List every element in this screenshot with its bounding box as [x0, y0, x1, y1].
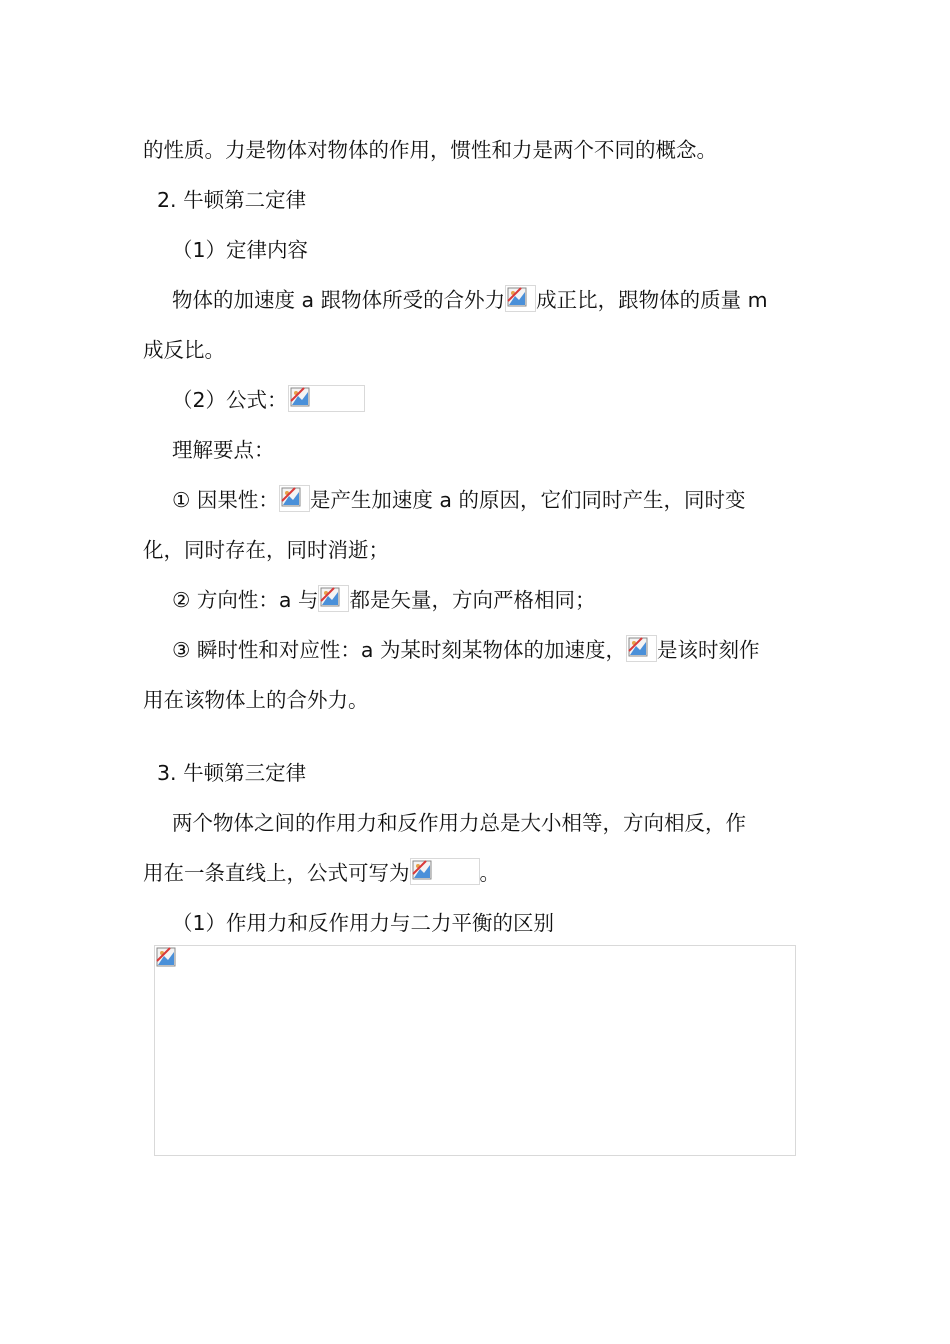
broken-image-icon	[279, 485, 310, 512]
text-segment: 化，同时存在，同时消逝；	[143, 538, 389, 562]
text-segment: 成正比，跟物体的质量 m	[536, 288, 768, 312]
text-segment: 是该时刻作	[656, 638, 760, 662]
text-segment: ③ 瞬时性和对应性：a 为某时刻某物体的加速度，	[172, 638, 626, 662]
subheading	[172, 385, 842, 415]
text-segment: 都是矢量，方向严格相同；	[349, 588, 596, 612]
broken-image-icon	[156, 947, 176, 967]
text-line	[143, 335, 813, 365]
text-segment: 两个物体之间的作用力和反作用力总是大小相等，方向相反，作	[172, 811, 746, 835]
text-segment: 用在该物体上的合外力。	[143, 688, 369, 712]
broken-image-icon	[410, 858, 480, 885]
text-line	[172, 285, 842, 315]
text-segment: 物体的加速度 a 跟物体所受的合外力	[172, 288, 506, 312]
subheading	[172, 235, 842, 265]
text-line	[143, 535, 813, 565]
text-segment: 理解要点：	[172, 438, 275, 462]
comparison-table-image	[154, 945, 796, 1156]
text-segment: （2）公式：	[172, 388, 288, 412]
text-segment: 成反比。	[143, 338, 225, 362]
broken-image-icon	[626, 635, 657, 662]
text-segment: 的性质。力是物体对物体的作用，惯性和力是两个不同的概念。	[143, 138, 717, 162]
list-item	[172, 635, 842, 665]
section-heading-2	[157, 185, 827, 215]
subheading	[172, 908, 842, 938]
text-segment: 用在一条直线上，公式可写为	[143, 861, 410, 885]
text-segment: 2. 牛顿第二定律	[157, 188, 307, 212]
text-line	[143, 858, 813, 888]
text-line	[172, 435, 842, 465]
list-item	[172, 585, 842, 615]
section-heading-3	[157, 758, 827, 788]
list-item	[172, 485, 842, 515]
broken-image-icon	[288, 385, 365, 412]
text-segment: ② 方向性：a 与	[172, 588, 319, 612]
text-segment: 3. 牛顿第三定律	[157, 761, 307, 785]
text-line	[143, 135, 813, 165]
text-segment: 是产生加速度 a 的原因，它们同时产生，同时变	[309, 488, 746, 512]
text-line	[143, 685, 813, 715]
text-segment: 。	[479, 861, 500, 885]
text-segment: （1）定律内容	[172, 238, 309, 262]
text-segment: ① 因果性：	[172, 488, 279, 512]
broken-image-icon	[505, 285, 536, 312]
broken-image-icon	[318, 585, 349, 612]
text-line	[172, 808, 842, 838]
text-segment: （1）作用力和反作用力与二力平衡的区别	[172, 911, 555, 935]
